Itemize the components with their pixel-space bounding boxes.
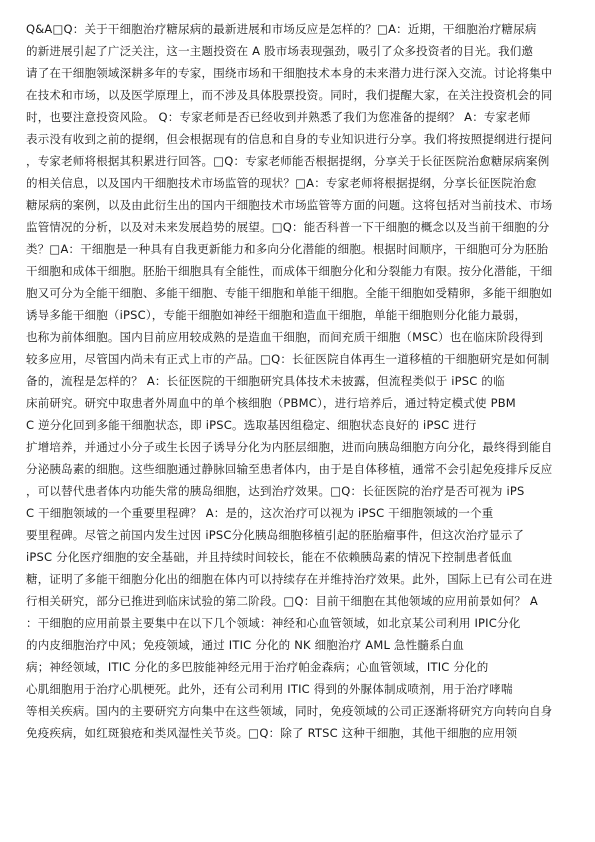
text-line: Q&A□Q：关于干细胞治疗糖尿病的最新进展和市场反应是怎样的？□A：近期，干细胞治疗糖尿病 — [26, 22, 537, 36]
text-line: C 逆分化回到多能干细胞状态，即 iPSC。选取基因组稳定、细胞状态良好的 iPSC 进行 — [26, 418, 477, 432]
text-line: 病；神经领域，ITIC 分化的多巴胺能神经元用于治疗帕金森病；心血管领域，ITIC 分化的 — [26, 660, 489, 674]
text-line: 诱导多能干细胞（iPSC），专能干细胞如神经干细胞和造血干细胞，单能干细胞则分化能力最弱， — [26, 308, 527, 322]
text-line: 胞又可分为全能干细胞、多能干细胞、专能干细胞和单能干细胞。全能干细胞如受精卵，多能干细胞如 — [26, 286, 553, 300]
text-line: 请了在干细胞领域深耕多年的专家，围绕市场和干细胞技术本身的未来潜力进行深入交流。讨论将集中 — [26, 66, 553, 80]
text-line: 备的，流程是怎样的？ A：长征医院的干细胞研究具体技术未披露，但流程类似于 iPSC 的临 — [26, 374, 505, 388]
text-line: 干细胞和成体干细胞。胚胎干细胞具有全能性，而成体干细胞分化和分裂能力有限。按分化潜能，干细 — [26, 264, 553, 278]
text-line: 也称为前体细胞。国内目前应用较成熟的是造血干细胞，而间充质干细胞（MSC）也在临床阶段得到 — [26, 330, 544, 344]
text-line: C 干细胞领域的一个重要里程碑？ A：是的，这次治疗可以视为 iPSC 干细胞领域的一个重 — [26, 506, 494, 520]
text-line: 表示没有收到之前的提纲，但会根据现有的信息和自身的专业知识进行分享。我们将按照提纲进行提问 — [26, 132, 553, 146]
text-line: 糖，证明了多能干细胞分化出的细胞在体内可以持续存在并维持治疗效果。此外，国际上已有公司在进 — [26, 572, 553, 586]
text-line: 分泌胰岛素的细胞。这些细胞通过静脉回输至患者体内，由于是自体移植，通常不会引起免疫排斥反应 — [26, 462, 553, 476]
text-line: iPSC 分化医疗细胞的安全基础，并且持续时间较长，能在不依赖胰岛素的情况下控制患者低血 — [26, 550, 513, 564]
text-line: ：干细胞的应用前景主要集中在以下几个领域：神经和心血管领域，如北京某公司利用 IPIC分化 — [26, 616, 521, 630]
text-line: 时，也要注意投资风险。 Q：专家老师是否已经收到并熟悉了我们为您准备的提纲？ A：专家老师 — [26, 110, 531, 124]
text-line: 在技术和市场，以及医学原理上，而不涉及具体股票投资。同时，我们提醒大家，在关注投资机会的同 — [26, 88, 553, 102]
text-line: 的相关信息，以及国内干细胞技术市场监管的现状？□A：专家老师将根据提纲，分享长征医院治愈 — [26, 176, 537, 190]
text-line: 要里程碑。尽管之前国内发生过因 iPSC分化胰岛细胞移植引起的胚胎瘤事件，但这次治疗显示了 — [26, 528, 525, 542]
text-line: 心肌细胞用于治疗心肌梗死。此外，还有公司利用 ITIC 得到的外脲体制成喷剂，用于治疗哮喘 — [26, 682, 513, 696]
text-line: 免疫疾病，如红斑狼疮和类风湿性关节炎。□Q：除了 RTSC 这种干细胞，其他干细胞的应用领 — [26, 726, 518, 740]
text-line: 的新进展引起了广泛关注，这一主题投资在 A 股市场表现强劲，吸引了众多投资者的目光。我们邀 — [26, 44, 534, 58]
text-line: 床前研究。研究中取患者外周血中的单个核细胞（PBMC），进行培养后，通过特定模式使 PBM — [26, 396, 516, 410]
text-line: 行相关研究，部分已推进到临床试验的第二阶段。□Q：目前干细胞在其他领域的应用前景如何？ A — [26, 594, 538, 608]
text-line: 等相关疾病。国内的主要研究方向集中在这些领域，同时，免疫领域的公司正逐渐将研究方向转向自身 — [26, 704, 553, 718]
text-line: ，专家老师将根据其积累进行回答。□Q：专家老师能否根据提纲，分享关于长征医院治愈糖尿病案例 — [26, 154, 550, 168]
text-line: 糖尿病的案例，以及由此衍生出的国内干细胞技术市场监管等方面的问题。这将包括对当前技术、市场 — [26, 198, 553, 212]
text-line: 较多应用，尽管国内尚未有正式上市的产品。□Q：长征医院自体再生一道移植的干细胞研究是如何制 — [26, 352, 550, 366]
text-line: 类？□A：干细胞是一种具有自我更新能力和多向分化潜能的细胞。根据时间顺序，干细胞可分为胚胎 — [26, 242, 549, 256]
text-line: 的内皮细胞治疗中风；免疫领域，通过 ITIC 分化的 NK 细胞治疗 AML 急性髓系白血 — [26, 638, 465, 652]
text-line: 监管情况的分析，以及对未来发展趋势的展望。□Q：能否科普一下干细胞的概念以及当前干细胞的分 — [26, 220, 550, 234]
text-line: 扩增培养，并通过小分子或生长因子诱导分化为内胚层细胞，进而向胰岛细胞方向分化，最终得到能自 — [26, 440, 553, 454]
text-line: ，可以替代患者体内功能失常的胰岛细胞，达到治疗效果。□Q：长征医院的治疗是否可视为 iPS — [26, 484, 525, 498]
